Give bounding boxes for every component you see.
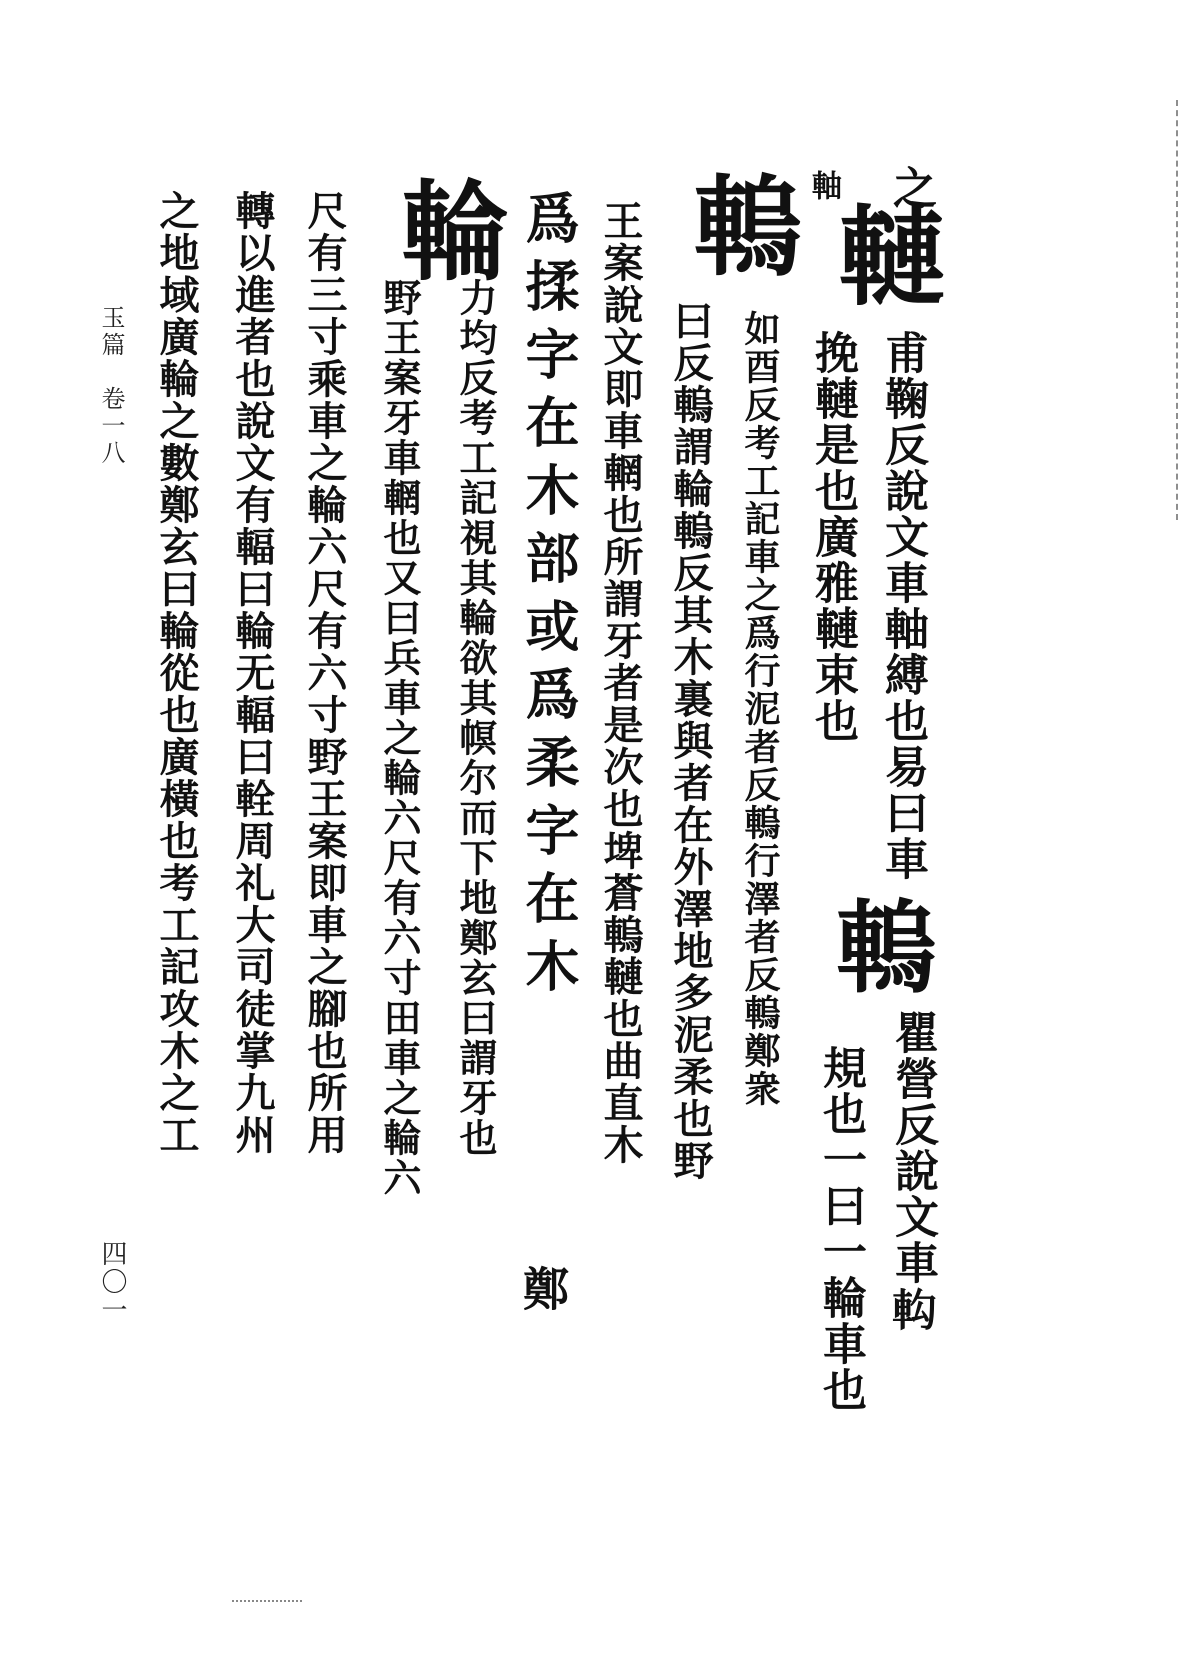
- text-column-4: 挽轋是也廣雅轋束也: [807, 330, 858, 744]
- head-character-3: 輪: [383, 175, 509, 283]
- text-column-10: 野王案牙車輞也又曰兵車之輪六尺有六寸田車之輪六: [377, 278, 422, 1198]
- text-column-6: 曰反䡧謂輪䡧反其木裏與者在外澤地多泥柔也野: [667, 300, 714, 1182]
- text-column-12: 轉以進者也說文有輻曰輪无輻曰輇周礼大司徒掌九州: [229, 190, 276, 1156]
- text-column-16: 鄭: [516, 1265, 570, 1313]
- text-column-14: 瞿營反說文車𨊵: [887, 1010, 938, 1332]
- text-column-15: 規也一曰一輪車也: [815, 1045, 866, 1413]
- text-column-2: 軸: [806, 170, 841, 202]
- margin-title: 玉篇 卷一八: [97, 305, 125, 467]
- text-column-8: 爲揉字在木部或爲柔字在木: [517, 190, 581, 1006]
- text-column-1: 之: [885, 165, 936, 211]
- text-column-13: 之地域廣輪之數鄭玄曰輪從也廣橫也考工記攻木之工: [153, 190, 200, 1156]
- text-column-11: 尺有三寸乘車之輪六尺有六寸野王案即車之腳也所用: [301, 190, 348, 1156]
- binding-edge-marks: [1168, 100, 1178, 520]
- head-character-2: 䡧: [675, 170, 801, 278]
- bottom-scan-dots: [232, 1600, 302, 1606]
- text-column-5: 如酉反考工記車之爲行泥者反䡧行澤者反䡧鄭衆: [739, 310, 781, 1108]
- head-character-1: 轋: [819, 200, 945, 308]
- page-number: 四〇一: [97, 1240, 127, 1324]
- text-column-3: 甫鞠反說文車軸縛也易曰車: [877, 330, 928, 882]
- text-column-9: 力均反考工記視其輪欲其幎尔而下地鄭玄曰謂牙也: [453, 278, 498, 1158]
- head-character-4: 䡧: [819, 895, 937, 995]
- text-column-7: 王案說文即車輞也所謂牙者是次也埤蒼䡧轋也曲直木: [597, 200, 644, 1166]
